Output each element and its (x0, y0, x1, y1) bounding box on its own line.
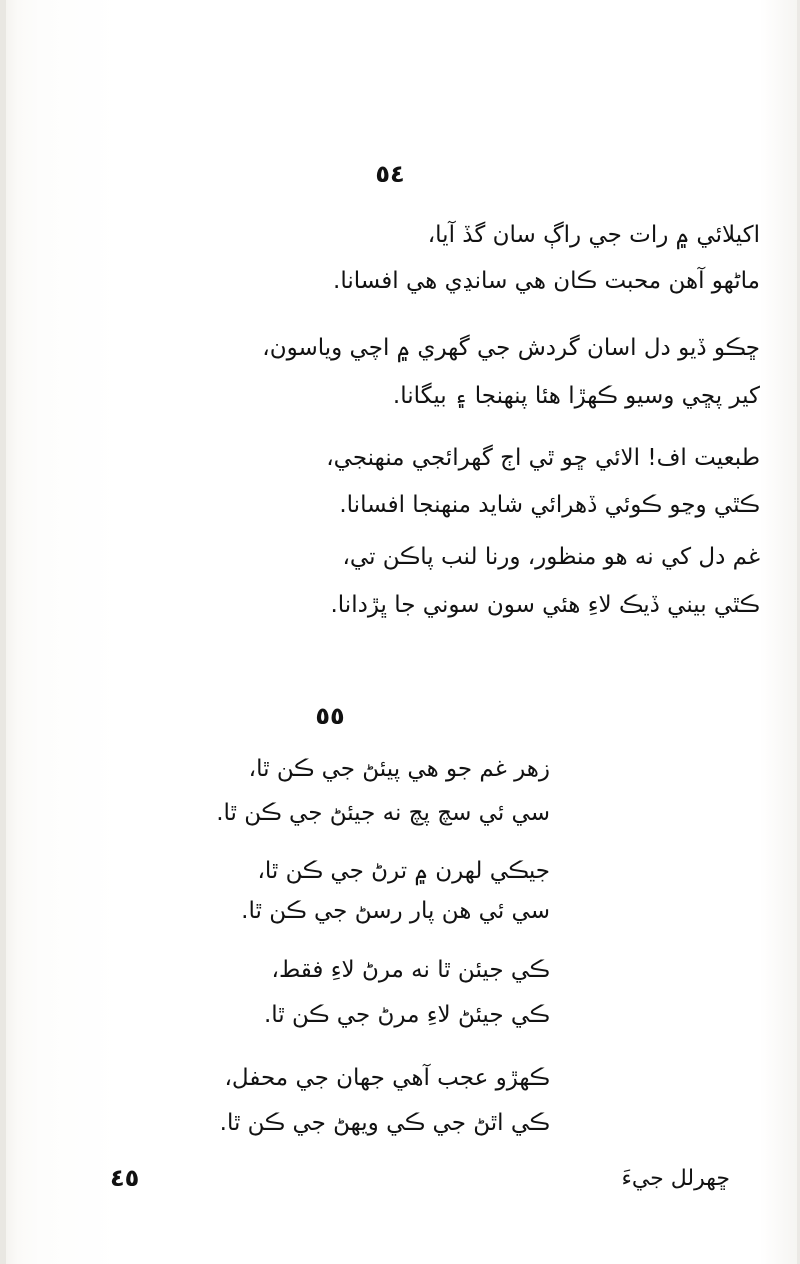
poem-line: ڪٿي وڃو ڪوئي ڏهرائي شايد منهنجا افسانا. (339, 492, 760, 518)
page-left-edge (0, 0, 6, 1264)
poem-line: جيڪي لهرن ۾ ترڻ جي ڪن ٿا، (257, 858, 550, 884)
poem-line: سي ئي سچ پچ نه جيئڻ جي ڪن ٿا. (216, 800, 550, 826)
poem-line: ڪي اٿڻ جي ڪي ويهڻ جي ڪن ٿا. (219, 1110, 550, 1136)
poem-line: سي ئي هن پار رسڻ جي ڪن ٿا. (241, 898, 550, 924)
page-number: ٤٥ (110, 1164, 140, 1192)
poem-line: کير پڇي وسيو ڪهڙا هئا پنهنجا ۽ بيگانا. (392, 383, 760, 409)
page-footer (0, 1158, 800, 1208)
poem-number: ٥٤ (375, 160, 405, 188)
poem-line: ڪٿي بيني ڏيڪ لاءِ هئي سون سوني جا ڀڙدانا. (330, 592, 760, 618)
poem-line: ڪي جيئڻ لاءِ مرڻ جي ڪن ٿا. (263, 1002, 550, 1028)
poem-line: غم دل کي نه هو منظور، ورنا لنب پاڪن تي، (342, 544, 760, 570)
poem-line: طبعيت اف! الائي ڇو ٿي اڄ گهرائجي منهنجي، (326, 445, 760, 471)
poem-line: ڪهڙو عجب آهي جهان جي محفل، (224, 1065, 550, 1091)
poem-line: ڪي جيئن ٿا نه مرڻ لاءِ فقط، (271, 957, 550, 983)
poem-line: ماڻهو آهن محبت ڪان هي سانڍي هي افسانا. (333, 268, 760, 294)
poem-line: اکيلائي ۾ رات جي راڳ سان گڏ آيا، (427, 222, 760, 248)
poem-line: ڇڪو ڏيو دل اسان گردش جي گهري ۾ اچي وياسون، (262, 335, 760, 361)
poem-line: زهر غم جو هي پيئڻ جي ڪن ٿا، (248, 756, 550, 782)
poem-number: ٥٥ (315, 702, 345, 730)
footer-signature: ڇهرلل جيءَ (621, 1166, 730, 1191)
